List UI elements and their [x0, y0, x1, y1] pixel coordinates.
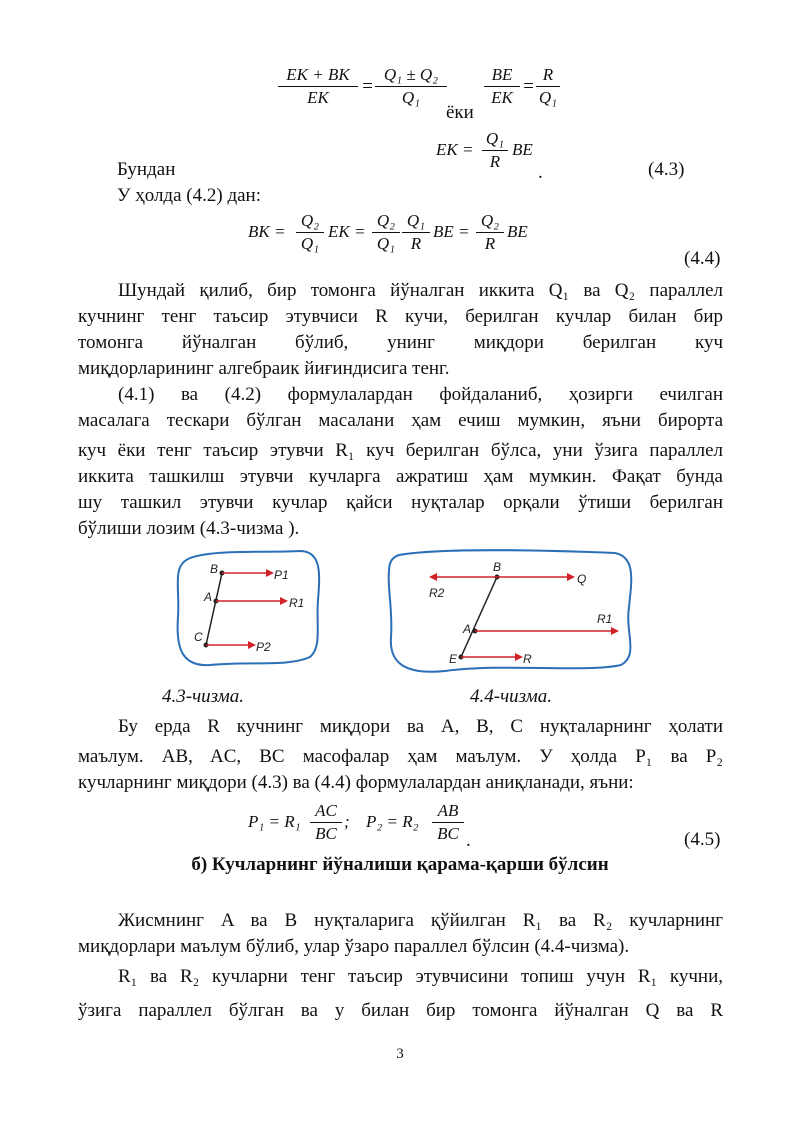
- formula-ek-rhs: BE: [512, 140, 533, 159]
- label-b: B: [493, 560, 502, 574]
- label-e: E: [449, 652, 458, 666]
- text-line: масалага тескари бўлган масалани ҳам ечиш мумкин, яъни бирорта: [78, 410, 723, 431]
- fraction-numerator: BE: [484, 64, 520, 87]
- arrow-head: [567, 573, 575, 581]
- fraction-denominator: Q₁: [538, 88, 558, 107]
- fraction-numerator: Q₂: [476, 210, 504, 233]
- formula-dot: .: [466, 830, 471, 851]
- text-line: кучларнинг миқдори (4.3) ва (4.4) формулалардан аниқланади, яъни:: [78, 772, 634, 793]
- text-bundan: Бундан: [117, 159, 176, 180]
- paragraph-resultant: [78, 964, 723, 1024]
- label-r: R: [523, 652, 532, 666]
- fraction-denominator: Q₁: [300, 234, 320, 253]
- lever-line: [461, 577, 497, 657]
- formula-p1: P₁ = R₁: [248, 812, 301, 831]
- body-outline: [389, 550, 632, 672]
- formula-ek-lhs: EK =: [436, 140, 474, 159]
- fraction-q1-r: [482, 128, 508, 173]
- text-line: шу ташкил этувчи кучлар қайси нуқталар орқали ўтиши берилган: [78, 492, 723, 513]
- fraction-numerator: R: [536, 64, 560, 87]
- fraction-numerator: AC: [310, 800, 342, 823]
- fraction-q2-q1: [372, 210, 400, 255]
- fraction-denominator: BC: [315, 824, 337, 843]
- formula-p2: P₂ = R₂: [366, 812, 419, 831]
- text-line: R₁ ва R₂ кучларни тенг таъсир этувчисини топиш учун R₁ кучни,: [118, 966, 723, 987]
- fraction-denominator: EK: [307, 88, 329, 107]
- figure-4-3: [170, 545, 330, 670]
- fraction-r-q1: [536, 64, 560, 109]
- formula-dot: .: [538, 162, 543, 183]
- label-p1: P1: [274, 568, 289, 582]
- formula-bk-mid1: EK =: [328, 222, 366, 241]
- fraction-ac-bc: [310, 800, 342, 845]
- arrow-head: [611, 627, 619, 635]
- paragraph-result: [78, 278, 723, 382]
- equation-number-4-3: (4.3): [648, 159, 685, 180]
- label-r1: R1: [289, 596, 305, 610]
- label-r1: R1: [597, 612, 613, 626]
- fraction-denominator: Q₁: [401, 88, 421, 107]
- formula-bk-mid2: BE =: [433, 222, 470, 241]
- paragraph-body-forces: [78, 908, 723, 960]
- label-a: A: [204, 590, 213, 604]
- text-line: Шундай қилиб, бир томонга йўналган иккита Q₁ ва Q₂ параллел: [118, 280, 723, 301]
- text-line: Бу ерда R кучнинг миқдори ва A, B, C нуқталарнинг ҳолати: [118, 716, 723, 737]
- text-line: миқдорлари маълум бўлиб, улар ўзаро параллел бўлсин (4.4-чизма).: [78, 936, 630, 957]
- label-q: Q: [577, 572, 587, 586]
- arrow-head: [429, 573, 437, 581]
- equation-number-4-4: (4.4): [684, 248, 721, 269]
- fraction-denominator: EK: [491, 88, 513, 107]
- fraction-numerator: Q₂: [296, 210, 324, 233]
- arrow-head: [266, 569, 274, 577]
- label-p2: P2: [256, 640, 271, 654]
- figure-caption-4-3: 4.3-чизма.: [162, 686, 244, 707]
- equation-number-4-5: (4.5): [684, 829, 721, 850]
- formula-bk-lhs: BK =: [248, 222, 286, 241]
- text-line: кучнинг тенг таъсир этувчиси R кучи, берилган кучлар билан бир: [78, 306, 723, 327]
- page-number: 3: [396, 1046, 404, 1062]
- text-line: маълум. AB, AC, BC масофалар ҳам маълум. У ҳолда P₁ ва P₂: [78, 746, 723, 767]
- fraction-numerator: AB: [432, 800, 464, 823]
- lever-line: [206, 573, 222, 645]
- label-a: A: [463, 622, 472, 636]
- figure-4-4: [385, 545, 640, 675]
- arrow-head: [280, 597, 288, 605]
- fraction-ab-bc: [432, 800, 464, 845]
- arrow-head: [248, 641, 256, 649]
- formula-bk-end: BE: [507, 222, 528, 241]
- fraction-q2-r: [476, 210, 504, 255]
- fraction-q-sum: [375, 64, 447, 109]
- text-line: томонга йўналган бўлиб, унинг миқдори берилган куч: [78, 332, 723, 353]
- fraction-numerator: Q₁: [402, 210, 430, 233]
- text-line: миқдорларининг алгебраик йиғиндисига тенг.: [78, 358, 450, 379]
- fraction-be-ek: [484, 64, 520, 109]
- fraction-denominator: R: [484, 234, 496, 253]
- arrow-head: [515, 653, 523, 661]
- text-line: (4.1) ва (4.2) формулалардан фойдаланиб, ҳозирги ечилган: [118, 384, 723, 405]
- fraction-numerator: EK + BK: [278, 64, 358, 87]
- fraction-denominator: Q₁: [376, 234, 396, 253]
- paragraph-known-values: [78, 714, 723, 796]
- fraction-denominator: R: [410, 234, 422, 253]
- fraction-numerator: Q₁ ± Q₂: [375, 64, 447, 87]
- fraction-ek-bk: [278, 64, 358, 109]
- figure-caption-4-4: 4.4-чизма.: [470, 686, 552, 707]
- fraction-q2-q1: [296, 210, 324, 255]
- section-heading: б) Кучларнинг йўналиши қарама-қарши бўлсин: [191, 854, 609, 875]
- text-line: ўзига параллел бўлган ва у билан бир томонга йўналган Q ва R: [78, 1000, 723, 1021]
- fraction-numerator: Q₁: [482, 128, 508, 151]
- text-line: бўлиши лозим (4.3-чизма ).: [78, 518, 300, 539]
- label-c: C: [194, 630, 203, 644]
- formula-separator: ;: [344, 812, 350, 831]
- equals-sign: =: [361, 76, 374, 97]
- text-line: Жисмнинг A ва B нуқталарига қўйилган R₁ ва R₂ кучларнинг: [118, 910, 723, 931]
- paragraph-inverse-problem: [78, 382, 723, 542]
- text-line: куч ёки тенг таъсир этувчи R₁ куч берилган бўлса, уни ўзига параллел: [78, 440, 723, 461]
- label-r2: R2: [429, 586, 445, 600]
- label-b: B: [210, 562, 219, 576]
- fraction-numerator: Q₂: [372, 210, 400, 233]
- fraction-denominator: R: [489, 152, 501, 171]
- conjunction-eki: ёки: [446, 102, 474, 123]
- equals-sign: =: [522, 76, 535, 97]
- fraction-denominator: BC: [437, 824, 459, 843]
- fraction-q1-r: [402, 210, 430, 255]
- text-u-holda: У ҳолда (4.2) дан:: [117, 185, 261, 206]
- text-line: иккита ташкилш этувчи кучларга ажратиш ҳам мумкин. Фақат бунда: [78, 466, 723, 487]
